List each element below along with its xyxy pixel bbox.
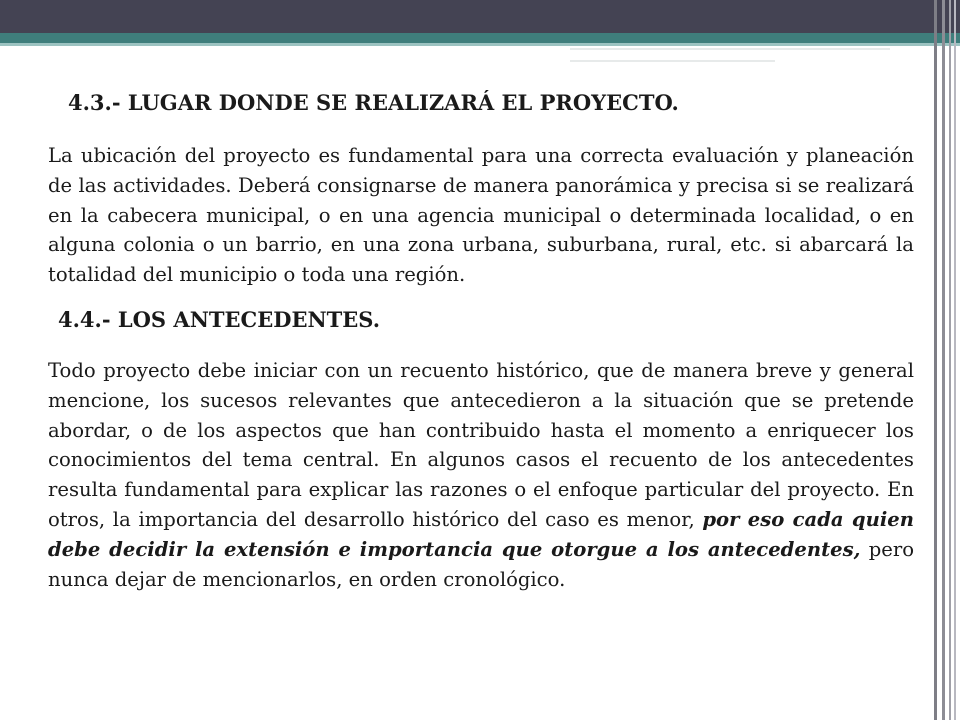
decorative-right-bar bbox=[949, 0, 951, 720]
slide-teal-thin-line bbox=[0, 43, 960, 46]
paragraph-background-start: Todo proyecto debe iniciar con un recuento histórico, que de manera breve y general mencione, los sucesos relevantes que antecedieron a la situación que se pretende abordar, o de los aspectos que han contribuido hasta el momento a enriquecer los conocimientos del tema central. En algunos casos el recuento de los antecedentes resulta fundamental para explicar las razones o el enfoque particular del proyecto. En otros, la importancia del desarrollo histórico del caso es menor, bbox=[48, 359, 914, 531]
decorative-right-bar bbox=[942, 0, 945, 720]
paragraph-location: La ubicación del proyecto es fundamental para una correcta evaluación y planeación de las actividades. Deberá consignarse de manera panorámica y precisa si se realizará en la cabecera municipal, o en una agencia municipal o determinada localidad, o en alguna colonia o un barrio, en una zona urbana, suburbana, rural, etc. si abarcará la totalidad del municipio o toda una región. bbox=[48, 144, 914, 287]
decorative-line bbox=[570, 60, 775, 62]
section-heading-location: 4.3.- LUGAR DONDE SE REALIZARÁ EL PROYECTO. bbox=[68, 90, 679, 115]
slide-top-band bbox=[0, 0, 960, 33]
decorative-line bbox=[570, 48, 890, 50]
paragraph-background-end: pero nunca dejar de mencionarlos, en orden cronológico. bbox=[48, 537, 915, 591]
slide-teal-band bbox=[0, 33, 960, 43]
paragraph-background-emphasis: por eso cada quien debe decidir la extensión e importancia que otorgue a los antecedentes, bbox=[48, 507, 914, 561]
section-heading-background: 4.4.- LOS ANTECEDENTES. bbox=[58, 307, 381, 332]
decorative-right-bar bbox=[954, 0, 956, 720]
decorative-right-bar bbox=[934, 0, 937, 720]
paragraph-background bbox=[48, 356, 914, 594]
